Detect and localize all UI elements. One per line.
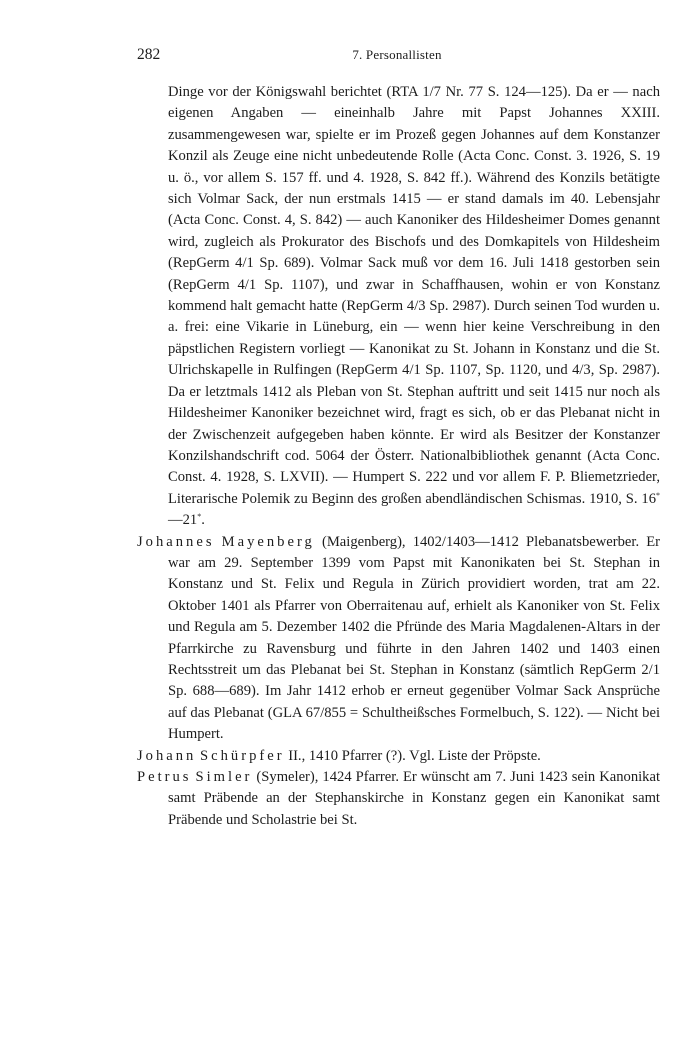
intro-text: Dinge vor der Königswahl berichtet (RTA 1/7 Nr. 77 S. 124—125). Da er — nach eigenen Angaben — eineinhalb Jahre mit Papst Johannes XXIII. zusammengewesen war, spielte er im Prozeß gegen Johannes auf dem Konstanzer Konzil als Zeuge eine nicht unbedeutende Rolle (Acta Conc. Const. 3. 1926, S. 19 u. ö., vor allem S. 157 ff. und 4. 1928, S. 842 ff.). Während des Konzils betätigte sich Volmar Sack, der nun erstmals 1415 — er stand damals im 40. Lebensjahr (Acta Conc. Const. 4, S. 842) — auch Kanoniker des Hildesheimer Domes genannt wird, zugleich als Prokurator des Bischofs und des Domkapitels von Hildesheim (RepGerm 4/1 Sp. 689). Volmar Sack muß vor dem 16. Juli 1418 gestorben sein (RepGerm 4/1 Sp. 1107), und zwar in Schaffhausen, wohin er von Konstanz kommend halt gemacht hatte (RepGerm 4/3 Sp. 2987). Durch seinen Tod wurden u. a. frei: eine Vikarie in Lüneburg, ein — wenn hier keine Verschreibung in den päpstlichen Registern vorliegt — Kanonikat zu St. Johann in Konstanz und die St. Ulrichskapelle in Rulfingen (RepGerm 4/1 Sp. 1107, Sp. 1120, und 4/3, Sp. 2987). Da er letztmals 1412 als Pleban von St. Stephan auftritt und seit 1415 nur noch als Hildesheimer Kanoniker bezeichnet wird, fragt es sich, ob er das Plebanat nicht in der Zwischenzeit aufgegeben haben könnte. Er wird als Besitzer der Konstanzer Konzilshandschrift cod. 5064 der Österr. Nationalbibliothek genannt (Acta Conc. Const. 4. 1928, S. LXVII). — Humpert S. 222 und vor allem F. P. Bliemetzrieder, Literarische Polemik zu Beginn des großen abendländischen Schismas. 1910, S. 16	[168, 84, 660, 507]
entry-last-name: Simler	[195, 769, 253, 785]
entry-first-name: Petrus	[137, 769, 192, 785]
body-text	[137, 82, 660, 831]
entry-mayenberg	[137, 532, 660, 746]
intro-end: .	[201, 512, 205, 529]
entry-first-name: Johann	[137, 747, 197, 764]
footnote-marker: *	[197, 512, 202, 522]
entry-schuerpfer	[137, 746, 660, 767]
page-number: 282	[137, 46, 161, 63]
footnote-marker: *	[656, 490, 660, 500]
entry-text: (Symeler), 1424 Pfarrer. Er wünscht am 7. Juni 1423 sein Kanonikat samt Präbende an der Stephanskirche in Konstanz gegen ein Kanonikat samt Präbende und Scholastrie bei St.	[168, 769, 660, 828]
page-header	[137, 46, 657, 68]
entry-last-name: Schürpfer	[200, 747, 285, 764]
entry-text: (Maigenberg), 1402/1403—1412 Plebanatsbewerber. Er war am 29. September 1399 vom Papst mit Kanonikaten bei St. Stephan in Konstanz und St. Felix und Regula in Zürich providiert worden, trat am 22. Oktober 1401 als Pfarrer von Oberraitenau auf, erhielt als Kanoniker von St. Felix und Regula am 5. Dezember 1402 die Pfründe des Maria Magdalenen-Altars in der Pfarrkirche zu Ravensburg und führte in den Jahren 1402 und 1403 einen Rechtsstreit um das Plebanat bei St. Stephan in Konstanz (sämtlich RepGerm 2/1 Sp. 688—689). Im Jahr 1412 erhob er erneut gegenüber Volmar Sack Ansprüche auf das Plebanat (GLA 67/855 = Schultheißsches Formelbuch, S. 122). — Nicht bei Humpert.	[168, 533, 660, 743]
intro-paragraph	[137, 82, 660, 532]
entry-first-name: Johannes	[137, 533, 215, 550]
running-head: 7. Personallisten	[352, 47, 442, 62]
entry-simler	[137, 767, 660, 831]
entry-last-name: Mayenberg	[221, 533, 315, 550]
intro-range: —21	[168, 512, 198, 529]
entry-text: II., 1410 Pfarrer (?). Vgl. Liste der Pröpste.	[284, 747, 541, 764]
